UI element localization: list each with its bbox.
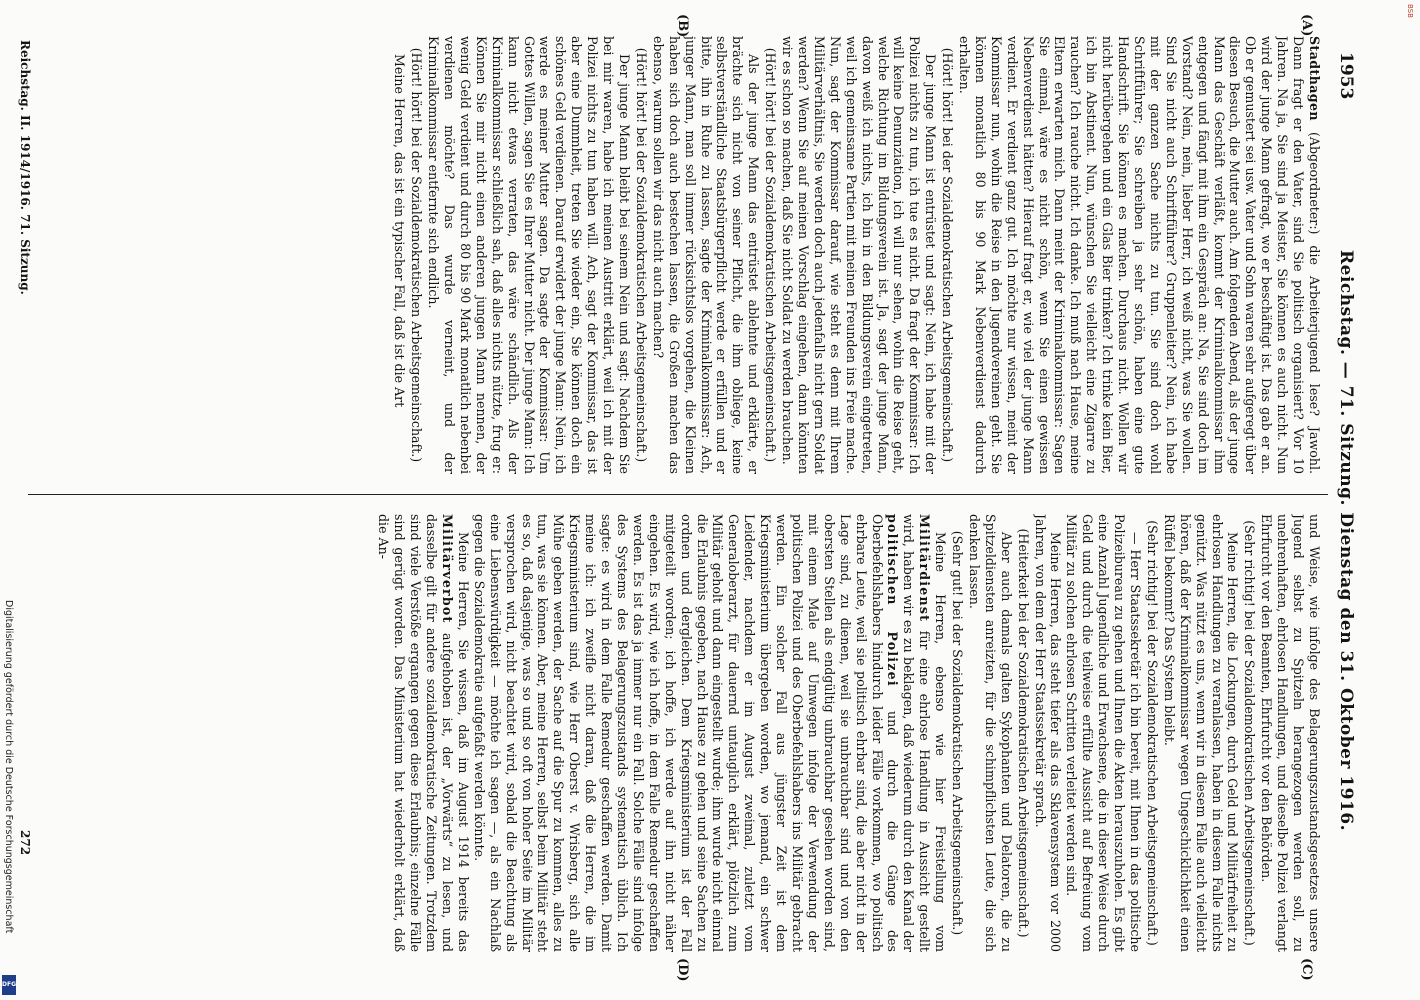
margin-marker-c: (C) — [1299, 958, 1314, 981]
dfg-logo: DFG — [2, 975, 16, 995]
interjection: (Hört! hört! bei der Sozialdemokratischen Arbeitsgemeinschaft.) — [763, 47, 779, 463]
paragraph: Der junge Mann bleibt bei seinem Nein und sagt: Nachdem Sie bei mir waren, habe ich meinen Austritt erklärt, weil ich mit der Polizei nichts zu tun haben will. Ach, sagt der Kommissar, das ist aber eine Dummheit, treten Sie wieder ein, Sie können doch ein schönes Geld verdienen. Darauf erwidert der junge Mann: Nein, ich werde es meiner Mutter sagen. Da sagte der Kommissar: Um Gottes Willen, sagen Sie es Ihrer Mutter nicht. Der junge Mann: Ich kann nicht etwas verraten, das wäre schändlich. Als der Kriminalkommissar schließlich sah, daß alles nichts nützte, frug er: Können Sie mir nicht einen anderen jungen Mann nennen, der wenig Geld verdient und durch 80 bis 90 Mark monatlich nebenbei verdienen möchte? Das wurde verneint, und der Kriminalkommissar entfernte sich endlich. — [426, 36, 633, 474]
digitization-credit — [2, 600, 16, 990]
bsb-mark — [1404, 4, 1418, 32]
running-header — [1322, 0, 1362, 1000]
paragraph: — Herr Staatssekretär ich bin bereit, mit Ihnen in das politische Polizeibureau zu gehen und Ihnen die Akten herauszuholen. Es gibt eine Anzahl Jugendliche und Erwachsene, die in dieser Weise durch Geld und durch die teilweise erfüllte Aussicht auf Befreiung vom Militär zu solchen ehrlosen Schritten verleitet werden sind. — [1064, 514, 1144, 952]
emphasis-text: Militärverbot — [440, 514, 456, 624]
paragraph-text: Meine Herren, Sie wissen, daß im August 1914 bereits das — [455, 532, 471, 952]
margin-marker-a: (A) — [1299, 14, 1314, 37]
column-divider — [28, 494, 1328, 495]
paragraph: Meine Herren, das ist ein typischer Fall, daß ist die Art — [392, 54, 408, 408]
margin-marker-d: (D) — [675, 958, 690, 982]
paragraph — [956, 36, 1322, 474]
digitization-credit-text: Digitalisierung gefördert durch die Deutsche Forschungsgemeinschaft — [3, 600, 14, 934]
paragraph-text: für eine ehrlose Handlung in Aussicht gestellt wird, haben wir es zu beklagen, daß wiederum durch den Kanal der — [901, 514, 933, 952]
page-number-left: 1953 — [1336, 52, 1356, 100]
paragraph-text: aufgehoben ist, der „Vorwärts“ zu lesen, und dasselbe gilt für andere sozialdemokratische Zeitungen. Trotzdem sind viele Verstöße ergangen gegen diese Erlaubnis; einzelne Fälle sind gerügt worden. Das Ministerium hat wiederholt erklärt, daß die An- — [376, 514, 456, 952]
paragraph: Meine Herren, die Lockungen, durch Geld und Militärfreiheit zu ehrlosen Handlungen zu veranlassen, haben in diesem Falle nichts genützt. Was nützt es uns, wenn wir in diesem Falle auch vielleicht hören, daß der Kriminalkommissar wegen Ungeschicklichkeit einen Rüffel bekommt? Das System bleibt. — [1161, 514, 1241, 952]
bsb-mark-text: BSB — [1406, 4, 1414, 18]
interjection: (Sehr richtig! bei der Sozialdemokratischen Arbeitsgemeinschaft.) — [1144, 520, 1160, 946]
interjection: (Sehr gut! bei der Sozialdemokratischen Arbeitsgemeinschaft.) — [950, 530, 966, 936]
paragraph: Meine Herren, das steht tiefer als das Sklavensystem vor 2000 Jahren, von dem der Herr Staatssekretär sprach. — [1032, 514, 1064, 952]
right-column — [32, 514, 1322, 952]
interjection: (Sehr richtig! bei der Sozialdemokratischen Arbeitsgemeinschaft.) — [1242, 520, 1258, 946]
interjection: (Heiterkeit bei der Sozialdemokratischen Arbeitsgemeinschaft.) — [1015, 528, 1031, 938]
interjection: (Hört! hört! bei der Sozialdemokratischen Arbeitsgemeinschaft.) — [409, 47, 425, 463]
paragraph: Der junge Mann ist entrüstet und sagt: Nein, ich habe mit der Polizei nichts zu tun, ich tue es nicht. Da fragt der Kommissar: Ich will keine Denunziation, ich will nur sehen, wohin die Reise geht, welche Richtung im Bildungsverein ist. Ja, sagt der junge Mann, davon weiß ich nichts, ich bin in den Bildungsverein eingetreten, weil ich gemeinsame Partien mit meinen Freunden ins Freie mache. Nun, sagt der Kommissar darauf, wie steht es denn mit Ihrem Militärverhältnis, Sie werden doch auch jedenfalls nicht gern Soldat werden? Wenn Sie auf meinen Vorschlag eingehen, dann könnten wir es schon so machen, daß Sie nicht Soldat zu werden brauchen. — [780, 36, 939, 474]
paragraph: und Weise, wie infolge des Belagerungszustandsgesetzes unsere Jugend selbst zu Spitzeln herangezogen werden soll, zu unehrenhaften, ehrlosen Handlungen, und dieselbe Polizei verlangt Ehrfurcht vor den Beamten, Ehrfurcht vor den Behörden. — [1259, 514, 1322, 952]
left-column — [32, 36, 1322, 474]
paragraph-text: und durch die Gänge des Oberbefehlshabers hindurch leider Fälle vorkommen, wo politisch ehrbare Leute, weil sie politisch ehrbar sind, die aber nicht in der Lage sind, zu dienen, weil sie unbrauchbar sind und von den obersten Stellen als endgültig unbrauchbar gesehen worden sind, mit einem Male auf Umwegen infolge der Verwendung der politischen Polizei und des Oberbefehlshabers ins Militär gebracht werden. Ein solcher Fall aus jüngster Zeit ist dem Kriegsministerium übergeben worden, wo jemand, ein schwer Leidender, nachdem er im August zweimal, zuletzt vom Generaloberarzt, für dauernd untauglich erklärt, plötzlich zum Militär geholt und dann eingestellt wurde; ihm wurde nicht einmal die Erlaubnis gegeben, nach Hause zu gehen und seine Sachen zu ordnen und dergleichen. Dem Kriegsministerium ist der Fall mitgeteilt worden; ich hoffe, ich werde auf ihn nicht näher eingehen. Es wird, wie ich hoffe, in dem Falle Remedur geschaffen werden. Es ist das ja immer nur ein Fall. Solche Fälle sind infolge des Systems des Belagerungszustands systematisch üblich. Ich sagte: es wird in dem Falle Remedur geschaffen werden. Damit meine ich: ich zweifle nicht daran, daß die Herren, die im Kriegsministerium sind, wie Herr Oberst v. Wrisberg, sich alle Mühe geben werden, der Sache auf die Spur zu kommen, alles zu tun, was sie können. Aber, meine Herren, selbst beim Militär steht es so, daß dasjenige, was so und so oft von hoher Seite im Militär versprochen wird, nicht beachtet wird, sobald die Beachtung als eine Liebenswürdigkeit — möchte ich sagen —, als ein Nachlaß gegen die Sozialdemokratie aufgefaßt werden könnte. — [471, 514, 901, 952]
paragraph: Als der junge Mann das entrüstet ablehnte und erklärte, er brächte sich nicht von seiner Pflicht, die ihm obliege, keine selbstverständliche Staatsbürgerpflicht werde er erfüllen und er bitte, ihn in Ruhe zu lassen, sagte der Kriminalkommissar: Ach, junger Mann, man soll immer rücksichtslos vorgehen, die Kleinen haben sich doch auch bestechen lassen, die Großen machen das ebenso, warum sollen wir das nicht auch machen? — [650, 36, 762, 474]
footer-sheet-number: 272 — [18, 830, 32, 856]
paragraph-text: Meine Herren, ebenso wie hier Freistellung vom — [933, 532, 949, 952]
paragraph — [376, 514, 471, 952]
paragraph-text: (Abgeordneter:) die Arbeiterjugend lese? Jawohl. Dann fragt er den Vater, sind Sie politisch organisiert? Vor 10 Jahren. Na ja, Sie sind ja Meister, Sie können es auch nicht. Nun wird der junge Mann gefragt, wo er beschäftigt ist. Das gab er an. Ob er gemustert sei usw. Vater und Sohn waren sehr aufgeregt über diesen Besuch, die Mutter auch. Am folgenden Abend, als der junge Mann das Geschäft verläßt, kommt der Kriminalkommissar ihm entgegen und fängt mit ihm ein Gespräch an: Na, Sie sind doch im Vorstand? Nein, nein, lieber Herr, ich weiß nicht, was Sie wollen. Sind Sie nicht auch Schriftführer? Gruppenleiter? Nein, ich habe mit der ganzen Sache nichts zu tun. Sie sind doch wohl Schriftführer; Sie schreiben ja sehr schön, haben eine gute Handschrift. Sie können es machen. Durchaus nicht. Wollen wir nicht herübergehen und ein Glas Bier trinken? Ich trinke kein Bier, ich bin Abstinent. Nun, wünschen Sie vielleicht eine Zigarre zu rauchen? Ich rauche nicht. Ich danke. Ich muß nach Hause, meine Eltern erwarten mich. Dann meint der Kriminalkommissar: Sagen Sie einmal, wäre es nicht schön, wenn Sie einen gewissen Nebenverdienst hätten? Hierauf fragt er, wie viel der junge Mann verdient. Er verdient ganz gut. Ich möchte nur wissen, meint der Kommissar nun, wohin die Reise in den Jugendvereinen geht. Sie können monatlich 80 bis 90 Mark Nebenverdienst dadurch erhalten. — [957, 36, 1322, 474]
emphasis-text: politischen Polizei — [885, 514, 901, 687]
paragraph — [471, 514, 948, 952]
interjection: (Hört! hört! bei der Sozialdemokratischen Arbeitsgemeinschaft.) — [940, 47, 956, 463]
paragraph: Aber auch damals galten Sykophanten und Delatoren, die zu Spitzeldiensten anreizten, für die schimpflichsten Leute, die sich denken lassen. — [966, 514, 1014, 952]
running-title: Reichstag. — 71. Sitzung. Dienstag den 31. Oktober 1916. — [1336, 250, 1356, 832]
margin-marker-b: (B) — [675, 14, 690, 38]
emphasis-text: Militärdienst — [917, 514, 933, 623]
interjection: (Hört! hört! bei der Sozialdemokratischen Arbeitsgemeinschaft.) — [633, 47, 649, 463]
footer-signature: Reichstag. II. 1914/1916. 71. Sitzung. — [18, 40, 32, 295]
speaker-name: Stadthagen — [1307, 36, 1322, 121]
